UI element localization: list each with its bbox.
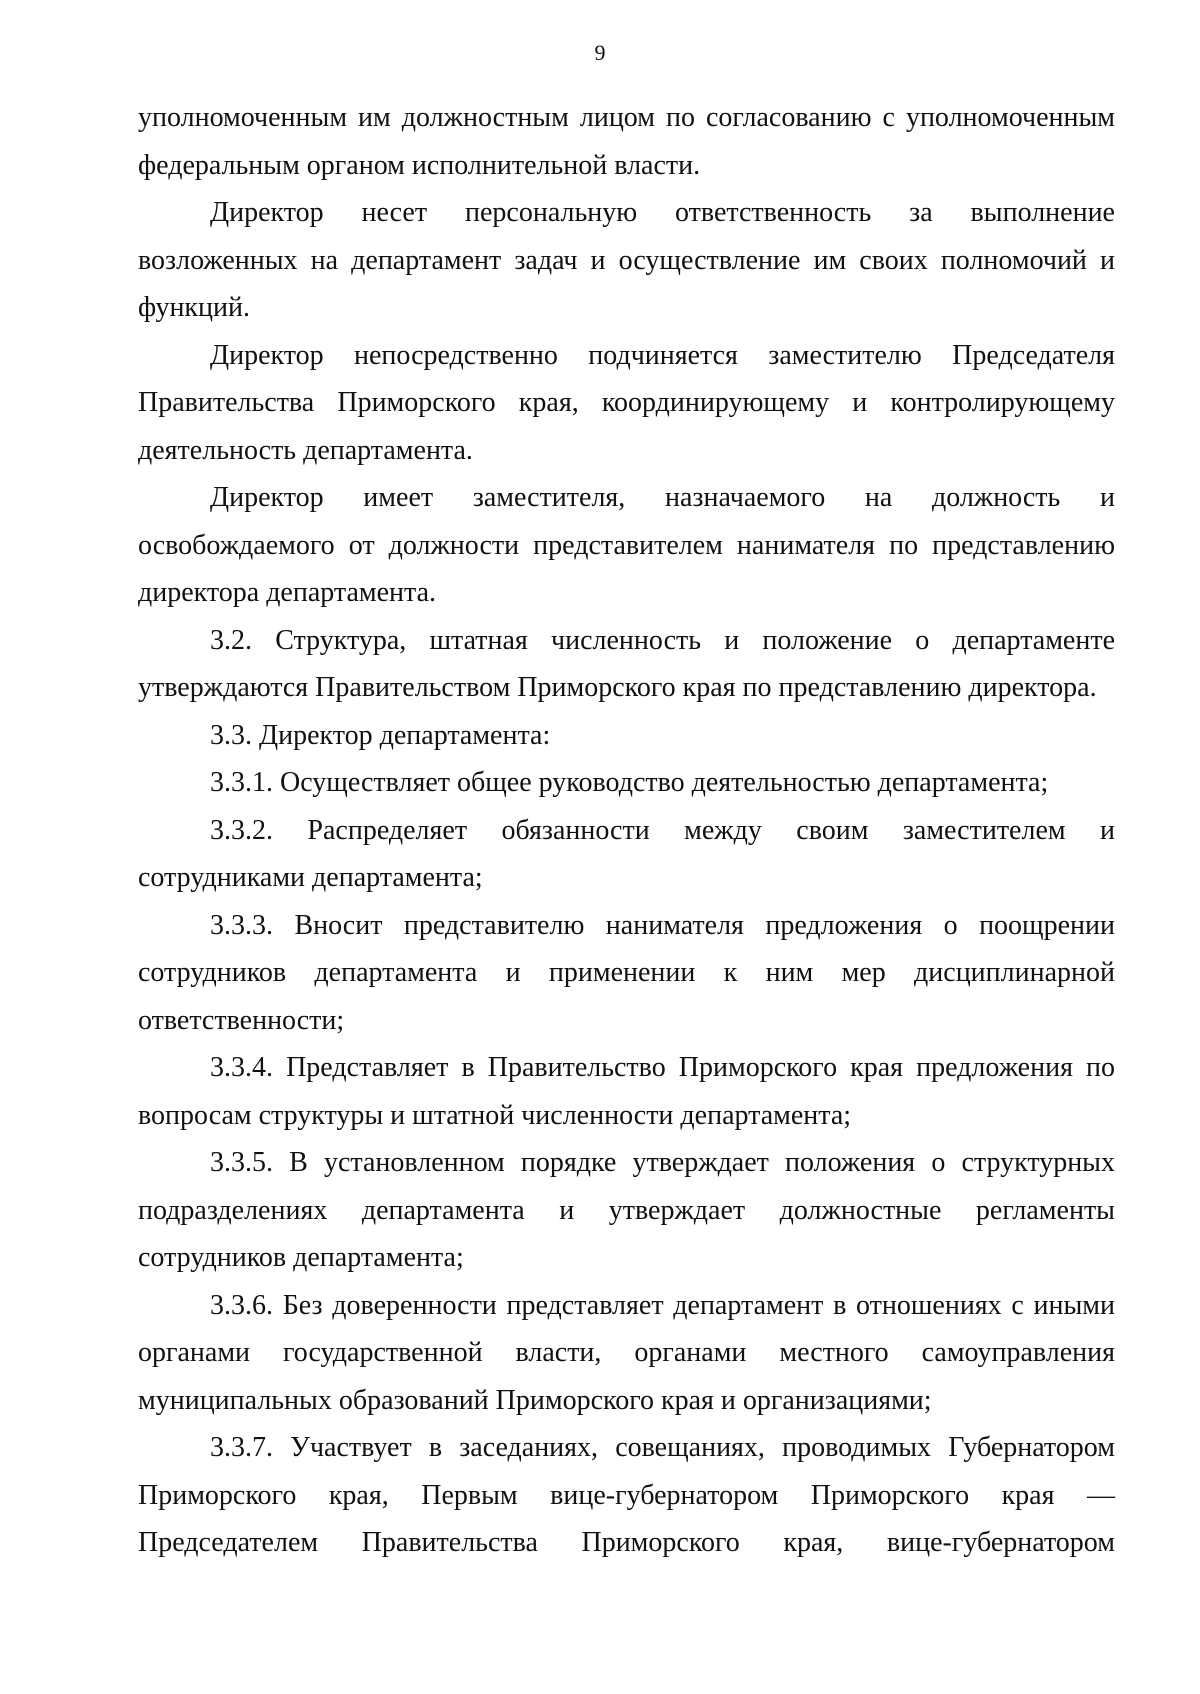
page-number: 9 (594, 40, 606, 65)
paragraph-director-responsibility: Директор несет персональную ответственность за выполнение возложенных на департамент задач и осуществление им своих полномочий и функций. (138, 197, 1115, 323)
paragraph-3-3-6: 3.3.6. Без доверенности представляет департамент в отношениях с иными органами государственной власти, органами местного самоуправления муниципальных образований Приморского края и организациями; (138, 1289, 1115, 1416)
paragraph-3-3-1: 3.3.1. Осуществляет общее руководство деятельностью департамента; (210, 767, 1049, 798)
document-body (138, 94, 1115, 1567)
paragraph-3-3-7: 3.3.7. Участвует в заседаниях, совещаниях, проводимых Губернатором Приморского края, Первым вице-губернатором Приморского края — Председателем Правительства Приморского края, вице-губернатором (138, 1432, 1115, 1558)
paragraph-3-3-4: 3.3.4. Представляет в Правительство Приморского края предложения по вопросам структуры и штатной численности департамента; (138, 1052, 1115, 1131)
paragraph-continuation: уполномоченным им должностным лицом по согласованию с уполномоченным федеральным органом исполнительной власти. (138, 102, 1115, 181)
paragraph-director-deputy: Директор имеет заместителя, назначаемого на должность и освобождаемого от должности представителем нанимателя по представлению директора департамента. (138, 482, 1115, 608)
paragraph-3-3: 3.3. Директор департамента: (210, 719, 551, 751)
paragraph-3-3-3: 3.3.3. Вносит представителю нанимателя предложения о поощрении сотрудников департамента и применении к ним мер дисциплинарной ответственности; (138, 909, 1115, 1036)
paragraph-3-3-5: 3.3.5. В установленном порядке утверждает положения о структурных подразделениях департамента и утверждает должностные регламенты сотрудников департамента; (138, 1147, 1115, 1273)
paragraph-director-subordination: Директор непосредственно подчиняется заместителю Председателя Правительства Приморского края, координирующему и контролирующему деятельность департамента. (138, 339, 1115, 466)
paragraph-3-2: 3.2. Структура, штатная численность и положение о департаменте утверждаются Правительством Приморского края по представлению директора. (138, 624, 1115, 703)
paragraph-3-3-2: 3.3.2. Распределяет обязанности между своим заместителем и сотрудниками департамента; (138, 814, 1115, 893)
